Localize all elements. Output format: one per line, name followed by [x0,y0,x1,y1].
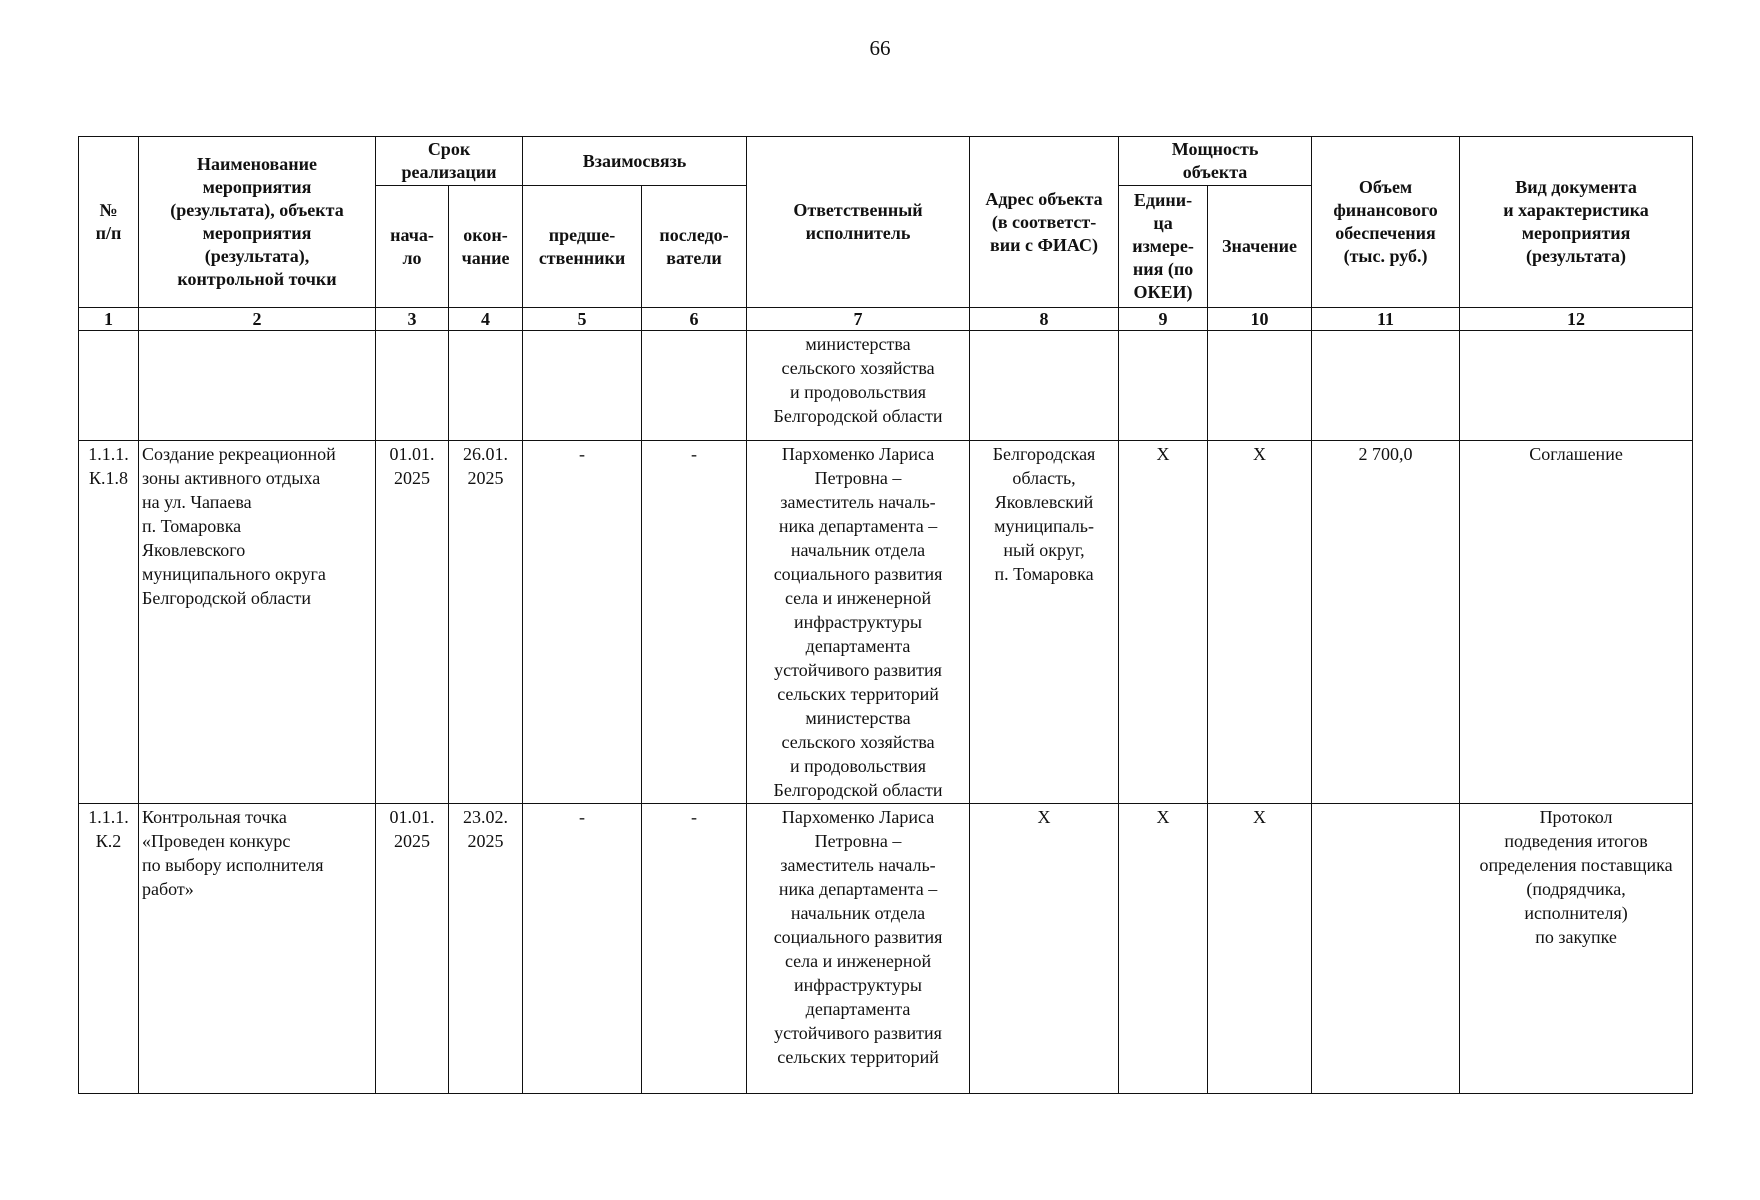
column-number: 10 [1208,308,1312,331]
row-finance [1312,804,1460,1094]
row-unit: X [1119,804,1208,1094]
header-cap-value: Значение [1208,186,1312,308]
row-value: X [1208,441,1312,804]
row-next: - [642,804,747,1094]
column-number: 11 [1312,308,1460,331]
row-name: Контрольная точка «Проведен конкурс по выбору исполнителя работ» [139,804,376,1094]
row-value [1208,331,1312,441]
header-term-end: окон- чание [449,186,523,308]
row-unit [1119,331,1208,441]
header-doc: Вид документа и характеристика мероприятия (результата) [1460,137,1693,308]
column-number: 8 [970,308,1119,331]
header-num: № п/п [79,137,139,308]
header-term: Срок реализации [376,137,523,186]
row-next: - [642,441,747,804]
column-number: 7 [747,308,970,331]
row-doc [1460,331,1693,441]
row-next [642,331,747,441]
header-responsible: Ответственный исполнитель [747,137,970,308]
column-number: 12 [1460,308,1693,331]
header-link-next: последо- ватели [642,186,747,308]
row-start: 01.01. 2025 [376,441,449,804]
row-start: 01.01. 2025 [376,804,449,1094]
row-end [449,331,523,441]
column-number: 9 [1119,308,1208,331]
row-address: Белгородская область, Яковлевский муниципаль- ный округ, п. Томаровка [970,441,1119,804]
activity-plan-table [78,136,1693,1094]
row-doc: Протокол подведения итогов определения поставщика (подрядчика, исполнителя) по закупке [1460,804,1693,1094]
row-doc: Соглашение [1460,441,1693,804]
column-number: 4 [449,308,523,331]
row-value: X [1208,804,1312,1094]
row-unit: X [1119,441,1208,804]
column-number: 3 [376,308,449,331]
header-link: Взаимосвязь [523,137,747,186]
table-row [79,441,1693,804]
row-num [79,331,139,441]
header-name: Наименование мероприятия (результата), объекта мероприятия (результата), контрольной точки [139,137,376,308]
table-row [79,804,1693,1094]
page-number: 66 [869,36,891,60]
row-num: 1.1.1. К.1.8 [79,441,139,804]
header-address: Адрес объекта (в соответст- вии с ФИАС) [970,137,1119,308]
row-finance [1312,331,1460,441]
row-end: 26.01. 2025 [449,441,523,804]
header-finance: Объем финансового обеспечения (тыс. руб.) [1312,137,1460,308]
table-row [79,331,1693,441]
row-name [139,331,376,441]
header-capacity: Мощность объекта [1119,137,1312,186]
row-name: Создание рекреационной зоны активного отдыха на ул. Чапаева п. Томаровка Яковлевского муниципального округа Белгородской области [139,441,376,804]
header-cap-unit: Едини- ца измере- ния (по ОКЕИ) [1119,186,1208,308]
row-start [376,331,449,441]
row-address [970,331,1119,441]
row-responsible: Пархоменко Лариса Петровна – заместитель началь- ника департамента – начальник отдела социального развития села и инженерной инфраструктуры департамента устойчивого развития сельских территорий министерства сельского хозяйства и продовольствия Белгородской области [747,441,970,804]
row-end: 23.02. 2025 [449,804,523,1094]
row-address: X [970,804,1119,1094]
row-prev [523,331,642,441]
column-number-row [79,308,1693,331]
column-number: 1 [79,308,139,331]
row-finance: 2 700,0 [1312,441,1460,804]
row-prev: - [523,441,642,804]
column-number: 2 [139,308,376,331]
header-link-prev: предше- ственники [523,186,642,308]
row-prev: - [523,804,642,1094]
row-responsible: министерства сельского хозяйства и продовольствия Белгородской области [747,331,970,441]
column-number: 6 [642,308,747,331]
header-term-start: нача- ло [376,186,449,308]
column-number: 5 [523,308,642,331]
row-num: 1.1.1. К.2 [79,804,139,1094]
row-responsible: Пархоменко Лариса Петровна – заместитель началь- ника департамента – начальник отдела социального развития села и инженерной инфраструктуры департамента устойчивого развития сельских территорий [747,804,970,1094]
